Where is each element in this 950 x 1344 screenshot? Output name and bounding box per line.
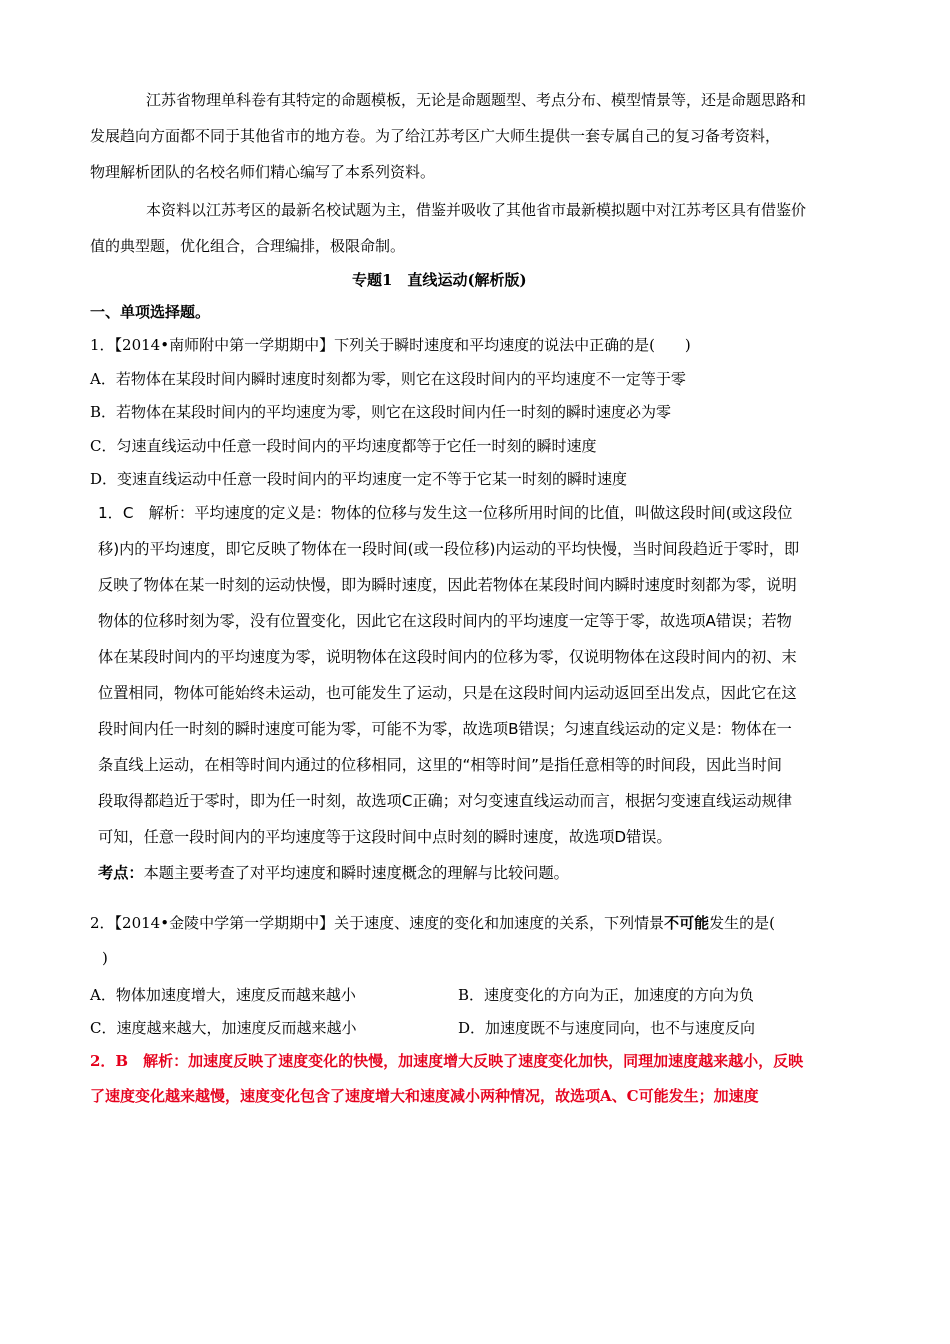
- q2-stem: [90, 913, 775, 933]
- q1-answer-line-5: 体在某段时间内的平均速度为零，说明物体在这段时间内的位移为零，仅说明物体在这段时间内的初、末: [98, 648, 797, 666]
- q2-option-b: B．速度变化的方向为正，加速度的方向为负: [458, 986, 755, 1004]
- q1-answer-line-8: 条直线上运动，在相等时间内通过的位移相同，这里的“相等时间”是指任意相等的时间段，因此当时间: [98, 756, 782, 774]
- q1-answer-line-3: 反映了物体在某一时刻的运动快慢，即为瞬时速度，因此若物体在某段时间内瞬时速度时刻都为零，说明: [98, 576, 797, 594]
- q1-answer-line-2: 移)内的平均速度，即它反映了物体在一段时间(或一段位移)内运动的平均快慢，当时间段趋近于零时，即: [98, 540, 800, 558]
- intro-p2-line-1: 本资料以江苏考区的最新名校试题为主，借鉴并吸收了其他省市最新模拟题中对江苏考区具有借鉴价: [146, 201, 807, 219]
- intro-p1-line-1: 江苏省物理单科卷有其特定的命题模板，无论是命题题型、考点分布、模型情景等，还是命题思路和: [146, 91, 807, 109]
- q1-answer-line-4: 物体的位移时刻为零，没有位置变化，因此它在这段时间内的平均速度一定等于零，故选项A错误；若物: [98, 612, 792, 630]
- kaodian-label: 考点：: [98, 864, 144, 882]
- q1-answer-line-1: 1．C 解析：平均速度的定义是：物体的位移与发生这一位移所用时间的比值，叫做这段时间(或这段位: [98, 504, 793, 522]
- intro-p1-line-2: 发展趋向方面都不同于其他省市的地方卷。为了给江苏考区广大师生提供一套专属自己的复习备考资料，: [90, 127, 781, 145]
- q2-stem-part-b: 发生的是(: [709, 914, 775, 932]
- q2-answer-line-2: 了速度变化越来越慢，速度变化包含了速度增大和速度减小两种情况，故选项A、C可能发生；加速度: [90, 1087, 759, 1105]
- q1-option-d: D．变速直线运动中任意一段时间内的平均速度一定不等于它某一时刻的瞬时速度: [90, 470, 628, 488]
- intro-p1-line-3: 物理解析团队的名校名师们精心编写了本系列资料。: [90, 163, 436, 181]
- q1-option-a: A．若物体在某段时间内瞬时速度时刻都为零，则它在这段时间内的平均速度不一定等于零: [90, 370, 686, 388]
- q1-answer-line-9: 段取得都趋近于零时，即为任一时刻，故选项C正确；对匀变速直线运动而言，根据匀变速直线运动规律: [98, 792, 793, 810]
- q1-kaodian: [98, 863, 569, 883]
- q1-answer-line-6: 位置相同，物体可能始终未运动，也可能发生了运动，只是在这段时间内运动返回至出发点，因此它在这: [98, 684, 797, 702]
- kaodian-text: 本题主要考查了对平均速度和瞬时速度概念的理解与比较问题。: [143, 864, 569, 882]
- section-heading: 一、单项选择题。: [90, 303, 211, 321]
- topic-title: 专题1 直线运动(解析版): [352, 271, 527, 289]
- q2-answer-line-1: 2．B 解析：加速度反映了速度变化的快慢，加速度增大反映了速度变化加快，同理加速度越来越小，反映: [90, 1052, 804, 1070]
- q2-stem-continued: ): [102, 949, 108, 967]
- q1-option-b: B．若物体在某段时间内的平均速度为零，则它在这段时间内任一时刻的瞬时速度必为零: [90, 403, 672, 421]
- q2-stem-part-a: 2．【2014•金陵中学第一学期期中】关于速度、速度的变化和加速度的关系，下列情景: [90, 914, 665, 932]
- q1-answer-line-10: 可知，任意一段时间内的平均速度等于这段时间中点时刻的瞬时速度，故选项D错误。: [98, 828, 672, 846]
- q2-option-c: C．速度越来越大，加速度反而越来越小: [90, 1019, 357, 1037]
- q1-answer-line-7: 段时间内任一时刻的瞬时速度可能为零，可能不为零，故选项B错误；匀速直线运动的定义是：物体在一: [98, 720, 792, 738]
- q2-option-a: A．物体加速度增大，速度反而越来越小: [90, 986, 356, 1004]
- q2-stem-emphasis: 不可能: [664, 914, 710, 932]
- intro-p2-line-2: 值的典型题，优化组合，合理编排，极限命制。: [90, 237, 406, 255]
- q1-option-c: C．匀速直线运动中任意一段时间内的平均速度都等于它任一时刻的瞬时速度: [90, 437, 597, 455]
- q1-stem: 1．【2014•南师附中第一学期期中】下列关于瞬时速度和平均速度的说法中正确的是( ): [90, 336, 691, 354]
- q2-option-d: D．加速度既不与速度同向，也不与速度反向: [458, 1019, 756, 1037]
